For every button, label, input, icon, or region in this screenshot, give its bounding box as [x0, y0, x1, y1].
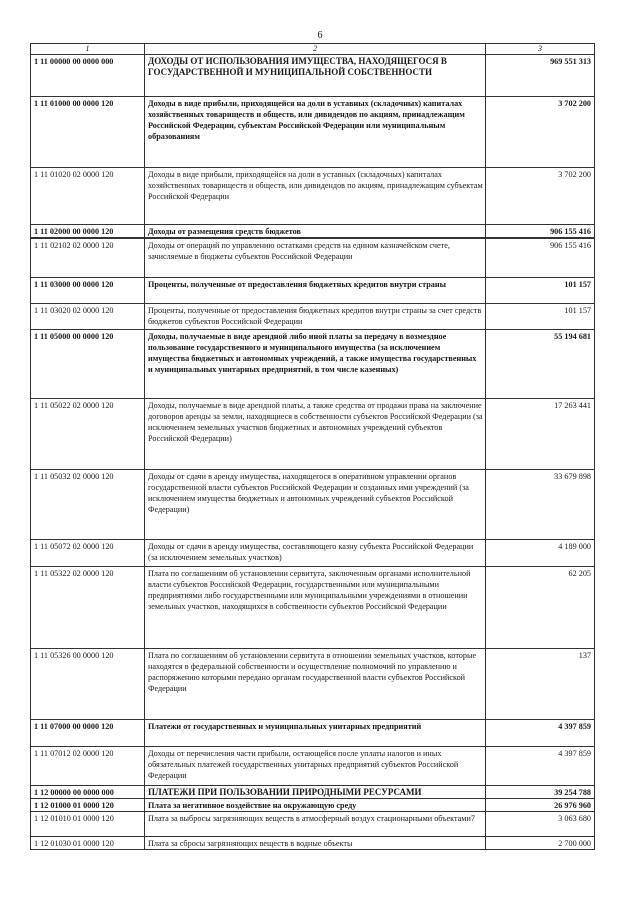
row-code: 1 11 05072 02 0000 120: [31, 539, 145, 566]
row-name: Проценты, полученные от предоставления бюджетных кредитов внутри страны: [145, 277, 486, 303]
row-code: 1 11 07012 02 0000 120: [31, 746, 145, 785]
row-name: Доходы в виде прибыли, приходящейся на доли в уставных (складочных) капиталах хозяйственных товариществ и обществ, или дивидендов по акциям, принадлежащим Российской Федерации, субъектам Российской Федерации или муниципальным образованиям: [145, 97, 486, 168]
table-row: [31, 238, 595, 277]
table-row: [31, 811, 595, 836]
table-row: [31, 719, 595, 746]
row-name: Плата за сбросы загрязняющих веществ в водные объекты: [145, 836, 486, 849]
row-amount: 3 063 680: [486, 811, 595, 836]
header-col-2: 2: [145, 44, 486, 55]
row-name: Доходы от сдачи в аренду имущества, находящегося в оперативном управлении органов государственной власти субъектов Российской Федерации и созданных ими учреждений (за исключением имущества бюджетных и автономных учреждений субъектов Российской Федерации): [145, 469, 486, 539]
row-amount: 26 976 960: [486, 798, 595, 811]
table-row: [31, 168, 595, 225]
row-name: ДОХОДЫ ОТ ИСПОЛЬЗОВАНИЯ ИМУЩЕСТВА, НАХОДЯЩЕГОСЯ В ГОСУДАРСТВЕННОЙ И МУНИЦИПАЛЬНОЙ СОБСТВЕННОСТИ: [145, 55, 486, 97]
row-code: 1 11 00000 00 0000 000: [31, 55, 145, 97]
row-amount: 137: [486, 648, 595, 719]
table-row: [31, 303, 595, 329]
row-code: 1 11 05326 00 0000 120: [31, 648, 145, 719]
row-code: 1 12 01030 01 0000 120: [31, 836, 145, 849]
row-amount: 906 155 416: [486, 238, 595, 277]
table-row: [31, 746, 595, 785]
table-row: [31, 97, 595, 168]
row-name: Доходы от сдачи в аренду имущества, составляющего казну субъекта Российской Федерации (за исключением земельных участков): [145, 539, 486, 566]
row-name: Доходы от операций по управлению остатками средств на едином казначейском счете, зачисляемые в бюджеты субъектов Российской Федерации: [145, 238, 486, 277]
table-row: [31, 798, 595, 811]
row-code: 1 11 05022 02 0000 120: [31, 398, 145, 469]
row-name: Доходы от размещения средств бюджетов: [145, 225, 486, 239]
row-name: Доходы в виде прибыли, приходящейся на доли в уставных (складочных) капиталах хозяйственных товариществ и обществ, или дивидендов по акциям, принадлежащим субъектам Российской Федерации: [145, 168, 486, 225]
row-amount: 33 679 898: [486, 469, 595, 539]
row-code: 1 11 01000 00 0000 120: [31, 97, 145, 168]
row-amount: 2 700 000: [486, 836, 595, 849]
row-amount: 55 194 681: [486, 329, 595, 398]
header-col-3: 3: [486, 44, 595, 55]
table-row: [31, 566, 595, 648]
row-code: 1 11 05032 02 0000 120: [31, 469, 145, 539]
table-row: [31, 277, 595, 303]
row-name: Плата за негативное воздействие на окружающую среду: [145, 798, 486, 811]
row-amount: 62 205: [486, 566, 595, 648]
row-name: Плата за выбросы загрязняющих веществ в атмосферный воздух стационарными объектами7: [145, 811, 486, 836]
row-amount: 906 155 416: [486, 225, 595, 239]
row-amount: 17 263 441: [486, 398, 595, 469]
row-amount: 3 702 200: [486, 97, 595, 168]
row-code: 1 12 01010 01 0000 120: [31, 811, 145, 836]
row-code: 1 11 02102 02 0000 120: [31, 238, 145, 277]
row-name: Плата по соглашениям об установлении сервитута в отношении земельных участков, которые находятся в федеральной собственности и осуществление полномочий по управлению и распоряжению которыми передано органам государственной власти субъектов Российской Федерации: [145, 648, 486, 719]
row-code: 1 12 01000 01 0000 120: [31, 798, 145, 811]
row-name: ПЛАТЕЖИ ПРИ ПОЛЬЗОВАНИИ ПРИРОДНЫМИ РЕСУРСАМИ: [145, 785, 486, 798]
row-name: Доходы, получаемые в виде арендной платы, а также средства от продажи права на заключение договоров аренды за земли, находящиеся в собственности субъектов Российской Федерации (за исключением земельных участков бюджетных и автономных учреждений субъектов Российской Федерации): [145, 398, 486, 469]
row-amount: 969 551 313: [486, 55, 595, 97]
table-header-row: [31, 44, 595, 55]
row-code: 1 11 01020 02 0000 120: [31, 168, 145, 225]
table-row: [31, 55, 595, 97]
row-name: Доходы от перечисления части прибыли, остающейся после уплаты налогов и иных обязательных платежей государственных унитарных предприятий субъектов Российской Федерации: [145, 746, 486, 785]
table-row: [31, 398, 595, 469]
row-code: 1 11 03020 02 0000 120: [31, 303, 145, 329]
row-amount: 39 254 788: [486, 785, 595, 798]
row-amount: 4 397 859: [486, 719, 595, 746]
row-name: Плата по соглашениям об установлении сервитута, заключенным органами исполнительной власти субъектов Российской Федерации, государственными или муниципальными предприятиями либо государственными или муниципальными учреждениями в отношении земельных участков, находящихся в собственности субъектов Российской Федерации: [145, 566, 486, 648]
row-code: 1 11 05000 00 0000 120: [31, 329, 145, 398]
page-number: 6: [317, 30, 323, 41]
row-code: 1 11 07000 00 0000 120: [31, 719, 145, 746]
row-name: Платежи от государственных и муниципальных унитарных предприятий: [145, 719, 486, 746]
header-col-1: 1: [31, 44, 145, 55]
row-name: Доходы, получаемые в виде арендной либо иной платы за передачу в возмездное пользование государственного и муниципального имущества (за исключением имущества бюджетных и автономных учреждений, а также имущества государственных и муниципальных унитарных предприятий, в том числе казенных): [145, 329, 486, 398]
table-row: [31, 785, 595, 798]
table-row: [31, 469, 595, 539]
row-code: 1 11 05322 02 0000 120: [31, 566, 145, 648]
row-code: 1 11 02000 00 0000 120: [31, 225, 145, 239]
table-row: [31, 225, 595, 239]
table-row: [31, 836, 595, 849]
row-code: 1 12 00000 00 0000 000: [31, 785, 145, 798]
row-amount: 101 157: [486, 277, 595, 303]
revenue-table: [30, 43, 595, 850]
row-code: 1 11 03000 00 0000 120: [31, 277, 145, 303]
row-amount: 4 189 000: [486, 539, 595, 566]
table-row: [31, 648, 595, 719]
row-amount: 101 157: [486, 303, 595, 329]
row-amount: 3 702 200: [486, 168, 595, 225]
row-amount: 4 397 859: [486, 746, 595, 785]
row-name: Проценты, полученные от предоставления бюджетных кредитов внутри страны за счет средств бюджетов субъектов Российской Федерации: [145, 303, 486, 329]
table-row: [31, 329, 595, 398]
table-row: [31, 539, 595, 566]
